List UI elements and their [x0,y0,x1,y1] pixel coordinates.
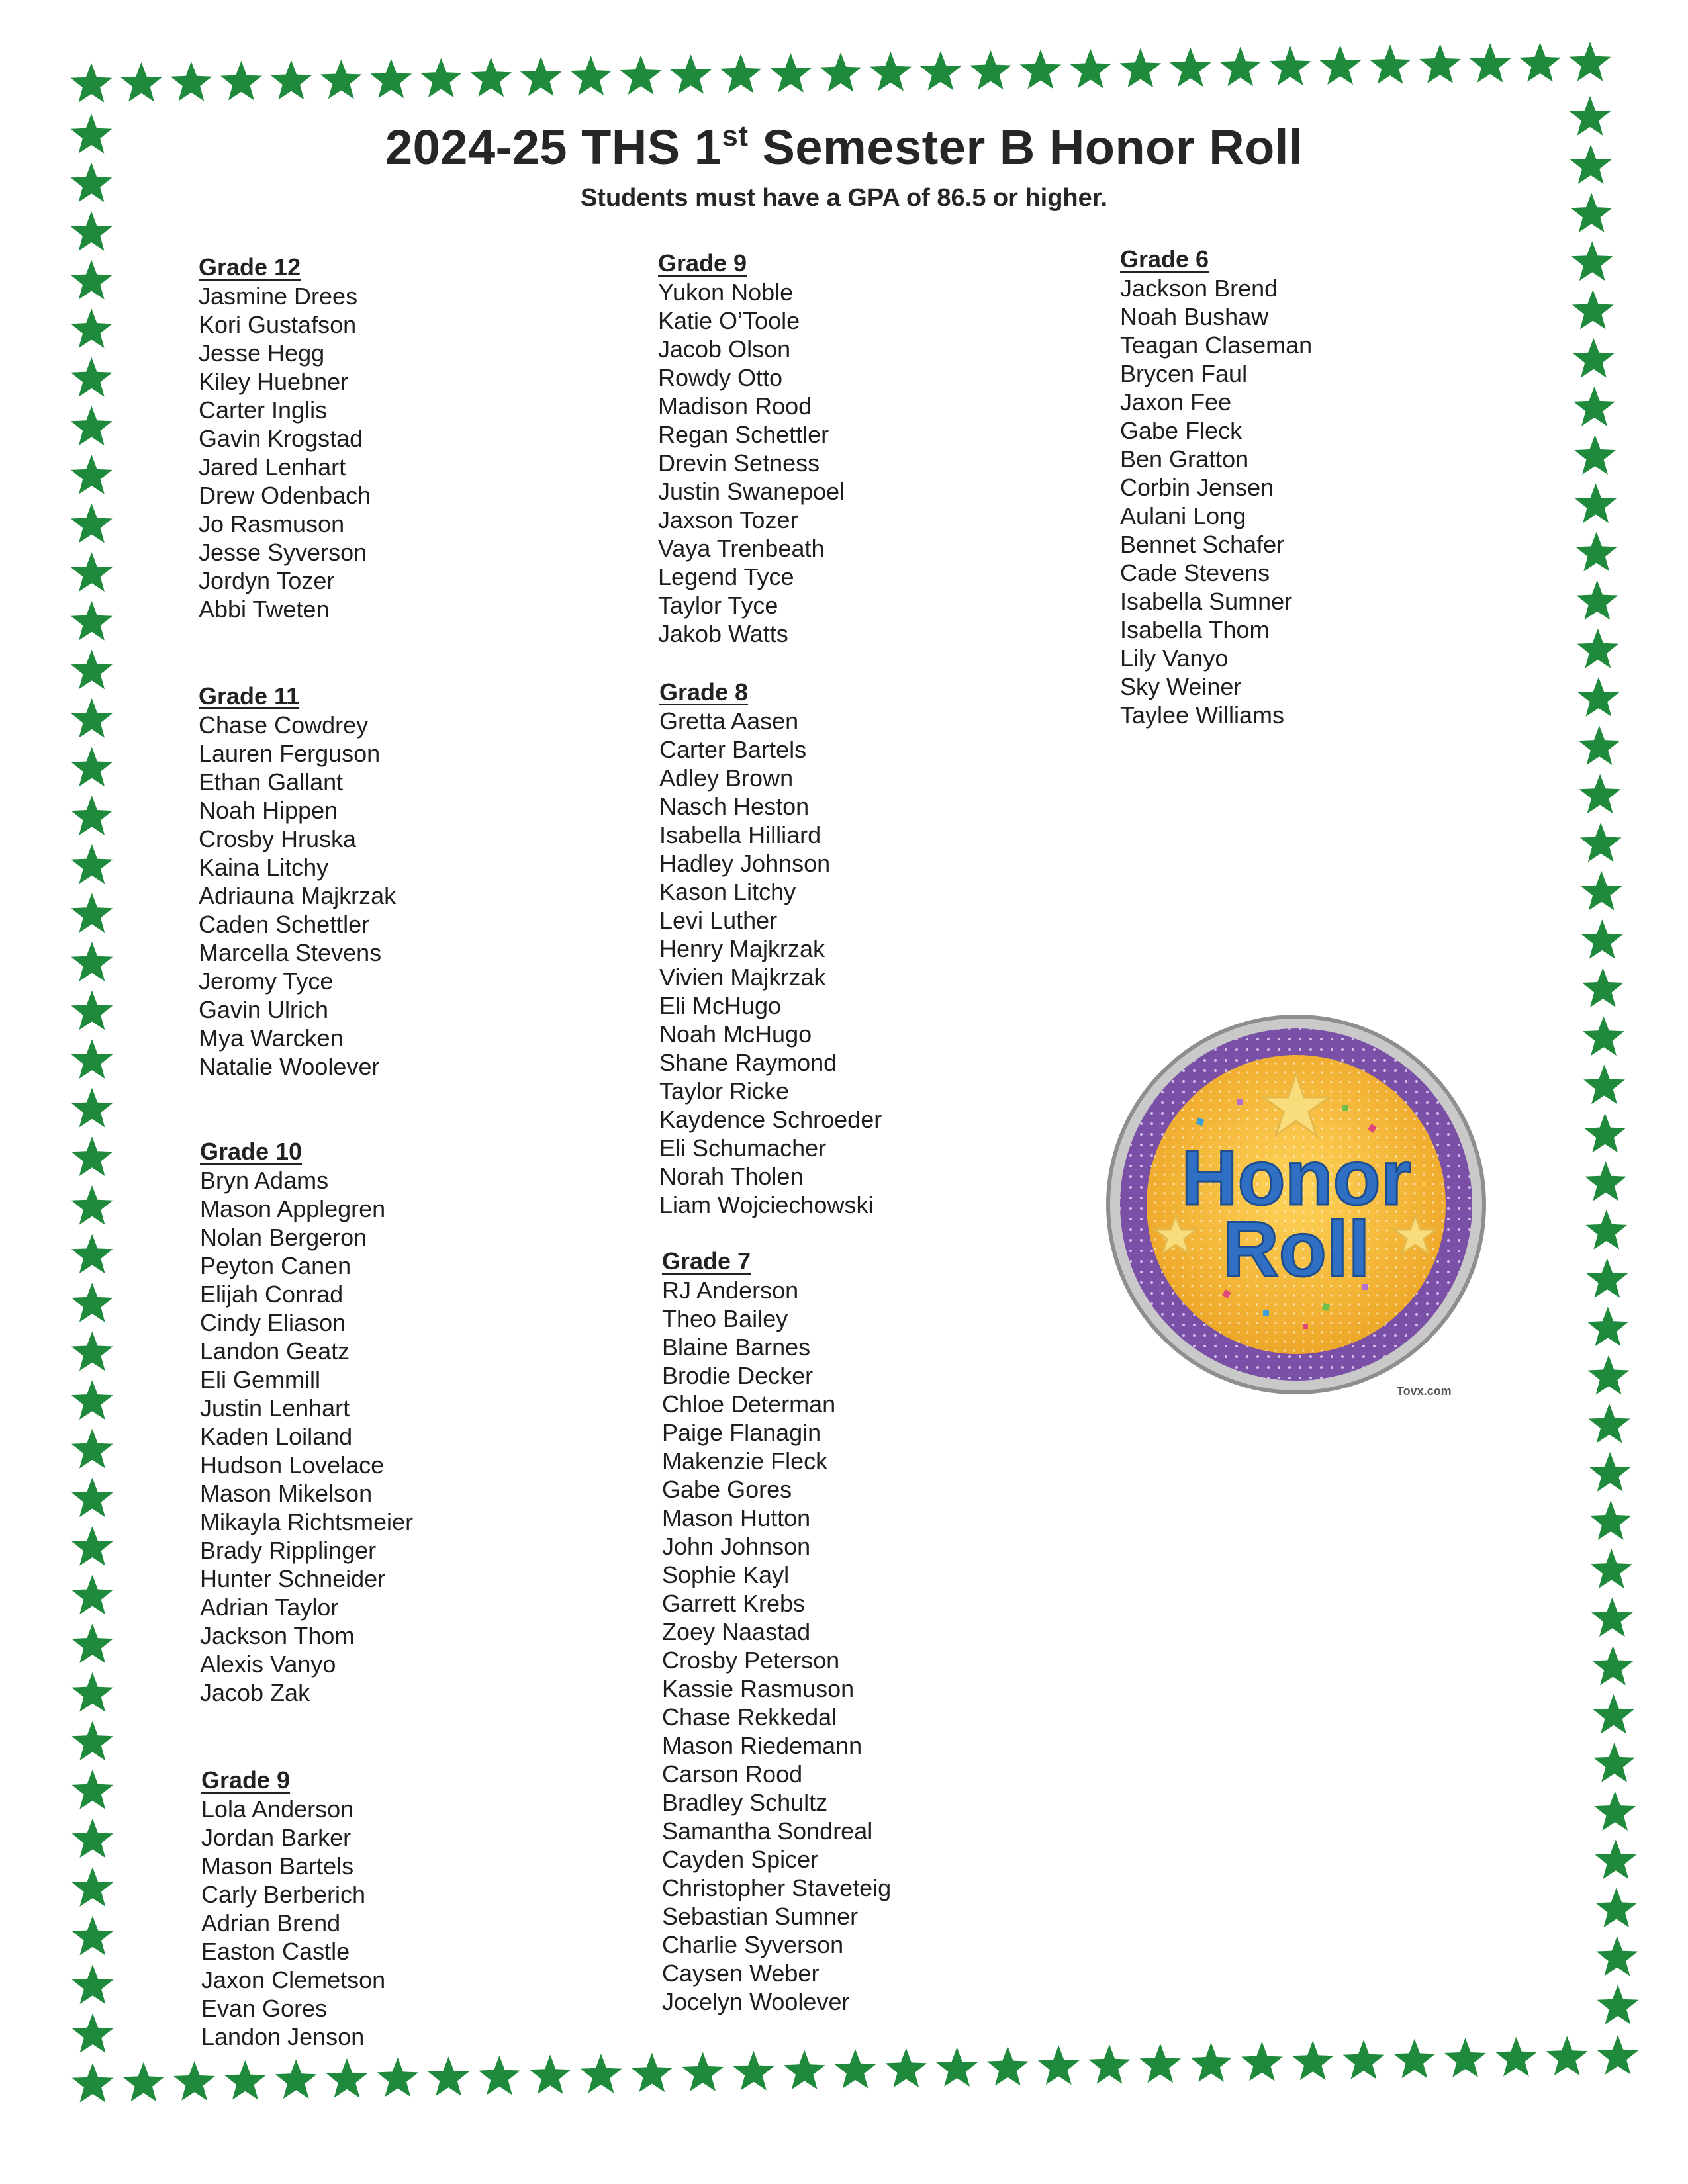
star-icon [1577,629,1619,668]
student-name: Noah Hippen [199,797,338,824]
star-icon [1020,50,1062,89]
student-name: Henry Majkrzak [659,935,825,962]
student-name: Yukon Noble [658,279,794,306]
star-icon [72,2013,114,2053]
star-icon [1546,2036,1588,2075]
student-name: Vaya Trenbeath [658,535,825,562]
student-name: Makenzie Fleck [662,1447,828,1475]
star-icon [470,58,512,97]
star-icon [320,60,362,99]
section-grade-9-b [658,249,845,648]
student-name: Marcella Stevens [199,939,382,966]
student-name: Nolan Bergeron [200,1224,367,1251]
student-name: Jared Lenhart [199,453,346,480]
star-icon [1575,532,1617,572]
student-name: Alexis Vanyo [200,1651,336,1678]
star-icon [71,601,113,641]
star-icon [1070,49,1111,89]
student-name: Jackson Thom [200,1622,355,1649]
star-icon [71,650,113,690]
star-icon [1573,338,1615,378]
star-icon [71,455,113,494]
student-name: Jeromy Tyce [199,968,334,995]
student-name: Jesse Hegg [199,340,325,367]
student-name: Jaxon Fee [1120,388,1232,416]
star-icon [1594,1791,1636,1831]
star-icon [71,357,113,397]
student-name: Jordyn Tozer [199,567,335,594]
star-icon [1582,968,1624,1007]
star-icon [271,60,312,100]
student-name: Gavin Krogstad [199,425,363,452]
star-icon [1595,1840,1636,1880]
student-name: Lola Anderson [201,1796,354,1823]
section-heading: Grade 12 [199,253,301,281]
student-name: Drew Odenbach [199,482,371,509]
star-icon [970,50,1011,90]
star-icon [1319,45,1361,85]
student-name: Cayden Spicer [662,1846,819,1873]
student-name: Bryn Adams [200,1167,329,1194]
student-name: Ben Gratton [1120,445,1249,473]
student-name: Noah McHugo [659,1021,812,1048]
section-grade-6 [1120,245,1312,729]
star-icon [870,52,912,91]
student-name: Ethan Gallant [199,768,344,796]
star-icon [1580,823,1622,862]
student-name: Samantha Sondreal [662,1817,873,1844]
star-icon [71,844,113,884]
student-name: Gretta Aasen [659,707,799,735]
star-icon [71,504,113,543]
student-name: Mason Mikelson [200,1480,373,1507]
star-icon [326,2058,368,2098]
star-icon [770,53,812,93]
star-icon [1343,2040,1385,2079]
star-icon [1587,1307,1629,1347]
star-icon [1589,1452,1631,1492]
student-name: Peyton Canen [200,1252,352,1279]
star-icon [71,1380,113,1420]
star-icon [71,1672,113,1712]
student-name: Noah Bushaw [1120,303,1269,330]
section-grade-7 [662,1247,891,2016]
student-name: Carter Inglis [199,396,328,424]
student-name: Jaxon Clemetson [201,1966,386,1993]
student-name: Levi Luther [659,907,778,934]
star-icon [1583,1016,1624,1056]
student-name: Lily Vanyo [1120,645,1229,672]
student-name: Adley Brown [659,764,794,792]
student-name: Evan Gores [201,1995,328,2022]
student-name: Jakob Watts [658,620,788,647]
star-icon [733,2051,774,2091]
star-icon [71,796,113,835]
student-name: Zoey Naastad [662,1618,811,1645]
student-name: Charlie Syverson [662,1931,844,1958]
student-name: Jordan Barker [201,1824,352,1851]
student-name: Jackson Brend [1120,275,1278,302]
student-name: Hadley Johnson [659,850,831,877]
student-name: Kassie Rasmuson [662,1675,855,1702]
section-grade-10 [200,1137,413,1707]
star-icon [720,54,762,93]
star-icon [1585,1210,1627,1250]
student-name: Adrian Brend [201,1909,341,1936]
student-name: Chase Cowdrey [199,711,369,739]
section-heading: Grade 8 [659,678,749,705]
star-icon [1190,2042,1232,2082]
student-name: Natalie Woolever [199,1053,380,1080]
star-icon [275,2059,317,2099]
star-icon [1575,483,1617,523]
star-icon [1038,2045,1080,2085]
star-icon [1495,2037,1537,2077]
student-name: Garrett Krebs [662,1590,806,1617]
star-icon [920,51,962,91]
star-icon [1519,42,1561,82]
student-name: Mason Bartels [201,1852,354,1880]
student-name: Brady Ripplinger [200,1537,377,1564]
student-name: Kaden Loiland [200,1423,353,1450]
star-icon [1584,1113,1626,1153]
star-icon [1591,1549,1632,1588]
student-name: Jo Rasmuson [199,510,345,537]
section-heading: Grade 7 [662,1248,751,1275]
star-icon [71,1721,113,1761]
star-icon [71,942,113,981]
student-name: Crosby Hruska [199,825,357,852]
student-name: Kaydence Schroeder [659,1106,882,1133]
star-icon [1581,871,1622,911]
star-icon [71,211,113,251]
student-name: Bradley Schultz [662,1789,828,1816]
star-icon [71,1039,113,1079]
star-icon [885,2048,927,2088]
star-icon [1579,774,1621,814]
star-icon [1597,1936,1638,1976]
student-name: Elijah Conrad [200,1281,344,1308]
student-name: Hudson Lovelace [200,1451,385,1479]
star-icon [1578,677,1620,717]
student-name: Caden Schettler [199,911,370,938]
student-name: Landon Jenson [201,2023,365,2050]
student-name: Katie O’Toole [658,307,800,334]
student-name: Corbin Jensen [1120,474,1274,501]
student-name: Jocelyn Woolever [662,1988,850,2015]
student-name: Norah Tholen [659,1163,804,1190]
star-icon [1597,1985,1639,2025]
section-heading: Grade 9 [201,1766,291,1794]
star-icon [1592,1646,1634,1686]
student-name: Carson Rood [662,1760,803,1788]
star-icon [1570,42,1611,81]
star-icon [620,55,662,95]
star-icon [520,56,562,96]
star-icon [581,2054,622,2093]
student-name: Kaina Litchy [199,854,329,881]
star-icon [71,1575,113,1615]
star-icon [1470,43,1511,83]
star-icon [72,1964,114,2004]
student-name: Christopher Staveteig [662,1874,892,1901]
student-name: Kori Gustafson [199,311,357,338]
star-icon [1574,435,1616,475]
student-name: Jesse Syverson [199,539,367,566]
section-heading: Grade 10 [200,1138,303,1165]
star-icon [1573,387,1615,426]
student-name: Adrian Taylor [200,1594,339,1621]
star-icon [72,2063,114,2103]
star-icon [670,54,712,94]
student-name: Lauren Ferguson [199,740,381,767]
star-icon [428,2056,469,2096]
student-name: Abbi Tweten [199,596,330,623]
star-icon [1576,580,1618,620]
star-icon [1119,48,1161,88]
honor-roll-badge-icon [1104,1013,1488,1396]
star-icon [71,991,113,1030]
section-heading: Grade 6 [1120,246,1209,273]
student-name: Isabella Sumner [1120,588,1293,615]
student-name: Brodie Decker [662,1362,814,1389]
student-name: Caysen Weber [662,1960,820,1987]
student-name: Jacob Zak [200,1679,310,1706]
star-icon [171,62,212,101]
star-icon [224,2060,266,2100]
student-name: Sophie Kayl [662,1561,790,1588]
star-icon [122,2062,164,2102]
star-icon [71,63,113,103]
section-grade-11 [199,682,396,1081]
student-name: Kason Litchy [659,878,796,905]
student-name: Rowdy Otto [658,364,783,391]
student-name: Jasmine Drees [199,283,358,310]
star-icon [220,61,262,101]
star-icon [71,1526,113,1566]
star-icon [71,698,113,738]
student-name: Eli Schumacher [659,1134,827,1161]
page-title: 2024-25 THS 1st Semester B Honor Roll [385,120,1303,175]
student-name: Carter Bartels [659,736,807,763]
star-icon [1139,2044,1181,2083]
star-icon [1596,1888,1638,1928]
star-icon [1370,44,1411,84]
section-grade-8 [659,678,882,1219]
star-icon [71,1185,113,1225]
star-icon [1597,2035,1639,2075]
student-name: Isabella Hilliard [659,821,821,848]
star-icon [1419,44,1461,83]
star-icon [1588,1355,1630,1395]
student-name: Mason Hutton [662,1504,811,1531]
student-name: Drevin Setness [658,449,820,477]
student-name: Sky Weiner [1120,673,1242,700]
star-icon [479,2056,520,2095]
star-icon [71,1234,113,1274]
star-icon [784,2050,825,2089]
star-icon [71,1478,113,1518]
star-icon [71,406,113,446]
star-icon [835,2049,876,2089]
student-name: Justin Lenhart [200,1394,350,1422]
star-icon [72,1867,114,1907]
star-icon [420,58,462,98]
student-name: Eli Gemmill [200,1366,321,1393]
student-name: Aulani Long [1120,502,1246,529]
star-icon [1393,2039,1435,2079]
star-icon [71,1283,113,1322]
student-name: Gabe Gores [662,1476,792,1503]
student-name: Chase Rekkedal [662,1704,837,1731]
student-name: Madison Rood [658,392,812,420]
student-name: Gavin Ulrich [199,996,329,1023]
star-icon [71,260,113,300]
student-name: Hunter Schneider [200,1565,386,1592]
star-icon [1593,1694,1634,1734]
student-name: Justin Swanepoel [658,478,845,505]
star-icon [820,52,862,92]
star-icon [987,2046,1029,2086]
star-icon [1571,242,1613,281]
student-name: Carly Berberich [201,1881,366,1908]
student-name: Mason Applegren [200,1195,386,1222]
student-name: Crosby Peterson [662,1647,840,1674]
star-icon [682,2052,724,2091]
student-name: Blaine Barnes [662,1334,811,1361]
section-grade-12 [199,253,371,623]
star-icon [530,2054,571,2094]
star-icon [377,2058,418,2097]
student-name: Taylee Williams [1120,702,1285,729]
student-name: Jacob Olson [658,336,791,363]
section-heading: Grade 11 [199,682,300,709]
student-name: RJ Anderson [662,1277,799,1304]
star-icon [1590,1500,1632,1540]
student-name: Cade Stevens [1120,559,1270,586]
student-name: Theo Bailey [662,1305,788,1332]
student-name: Mason Riedemann [662,1732,863,1759]
star-icon [71,747,113,787]
student-name: Brycen Faul [1120,360,1248,387]
star-icon [1579,725,1620,765]
section-heading: Grade 9 [658,250,747,277]
student-name: Jaxson Tozer [658,506,798,533]
star-icon [71,1136,113,1176]
student-name: Liam Wojciechowski [659,1191,874,1218]
star-icon [1219,47,1261,87]
star-icon [1089,2044,1131,2084]
student-name: John Johnson [662,1533,811,1560]
student-name: Bennet Schafer [1120,531,1285,558]
student-name: Legend Tyce [658,563,794,590]
student-name: Paige Flanagin [662,1419,821,1446]
star-icon [173,2061,215,2101]
star-icon [71,308,113,348]
student-name: Taylor Tyce [658,592,778,619]
section-grade-9-a [201,1766,385,2051]
star-icon [1581,919,1623,959]
image-credit: Tovx.com [1397,1385,1452,1398]
star-icon [1241,2042,1283,2081]
star-icon [71,1623,113,1663]
star-icon [71,893,113,933]
star-icon [631,2053,673,2093]
student-name: Mikayla Richtsmeier [200,1508,414,1535]
student-name: Sebastian Sumner [662,1903,859,1930]
star-icon [71,552,113,592]
star-icon [1170,48,1211,87]
page-subtitle: Students must have a GPA of 86.5 or higher. [580,184,1108,212]
star-icon [1583,1065,1625,1105]
star-icon [1444,2038,1486,2077]
student-name: Taylor Ricke [659,1077,790,1105]
student-name: Kiley Huebner [199,368,349,395]
student-name: Isabella Thom [1120,616,1270,643]
student-name: Shane Raymond [659,1049,837,1076]
star-icon [71,1819,113,1858]
star-icon [1292,2040,1334,2080]
star-icon [1270,46,1311,85]
star-icon [1591,1598,1633,1637]
student-name: Mya Warcken [199,1024,344,1052]
star-icon [71,1332,113,1371]
student-name: Teagan Claseman [1120,332,1313,359]
student-name: Adriauna Majkrzak [199,882,397,909]
student-name: Chloe Determan [662,1390,836,1418]
student-name: Cindy Eliason [200,1309,346,1336]
star-icon [1589,1404,1630,1443]
student-name: Regan Schettler [658,421,829,448]
star-icon [936,2047,978,2087]
student-name: Gabe Fleck [1120,417,1243,444]
star-icon [1587,1258,1628,1298]
student-name: Vivien Majkrzak [659,964,826,991]
student-name: Easton Castle [201,1938,350,1965]
star-icon [71,1429,113,1469]
student-name: Landon Geatz [200,1338,350,1365]
student-name: Eli McHugo [659,992,782,1019]
star-icon [71,1088,113,1128]
star-icon [1593,1743,1635,1782]
star-icon [570,56,612,95]
badge-line2: Roll [1222,1206,1370,1293]
star-icon [120,62,162,102]
star-icon [1572,290,1614,330]
star-icon [71,1770,113,1809]
badge-line1: Honor [1181,1134,1411,1222]
star-icon [1585,1161,1626,1201]
star-icon [370,59,412,99]
star-icon [72,1916,114,1956]
student-name: Nasch Heston [659,793,810,820]
